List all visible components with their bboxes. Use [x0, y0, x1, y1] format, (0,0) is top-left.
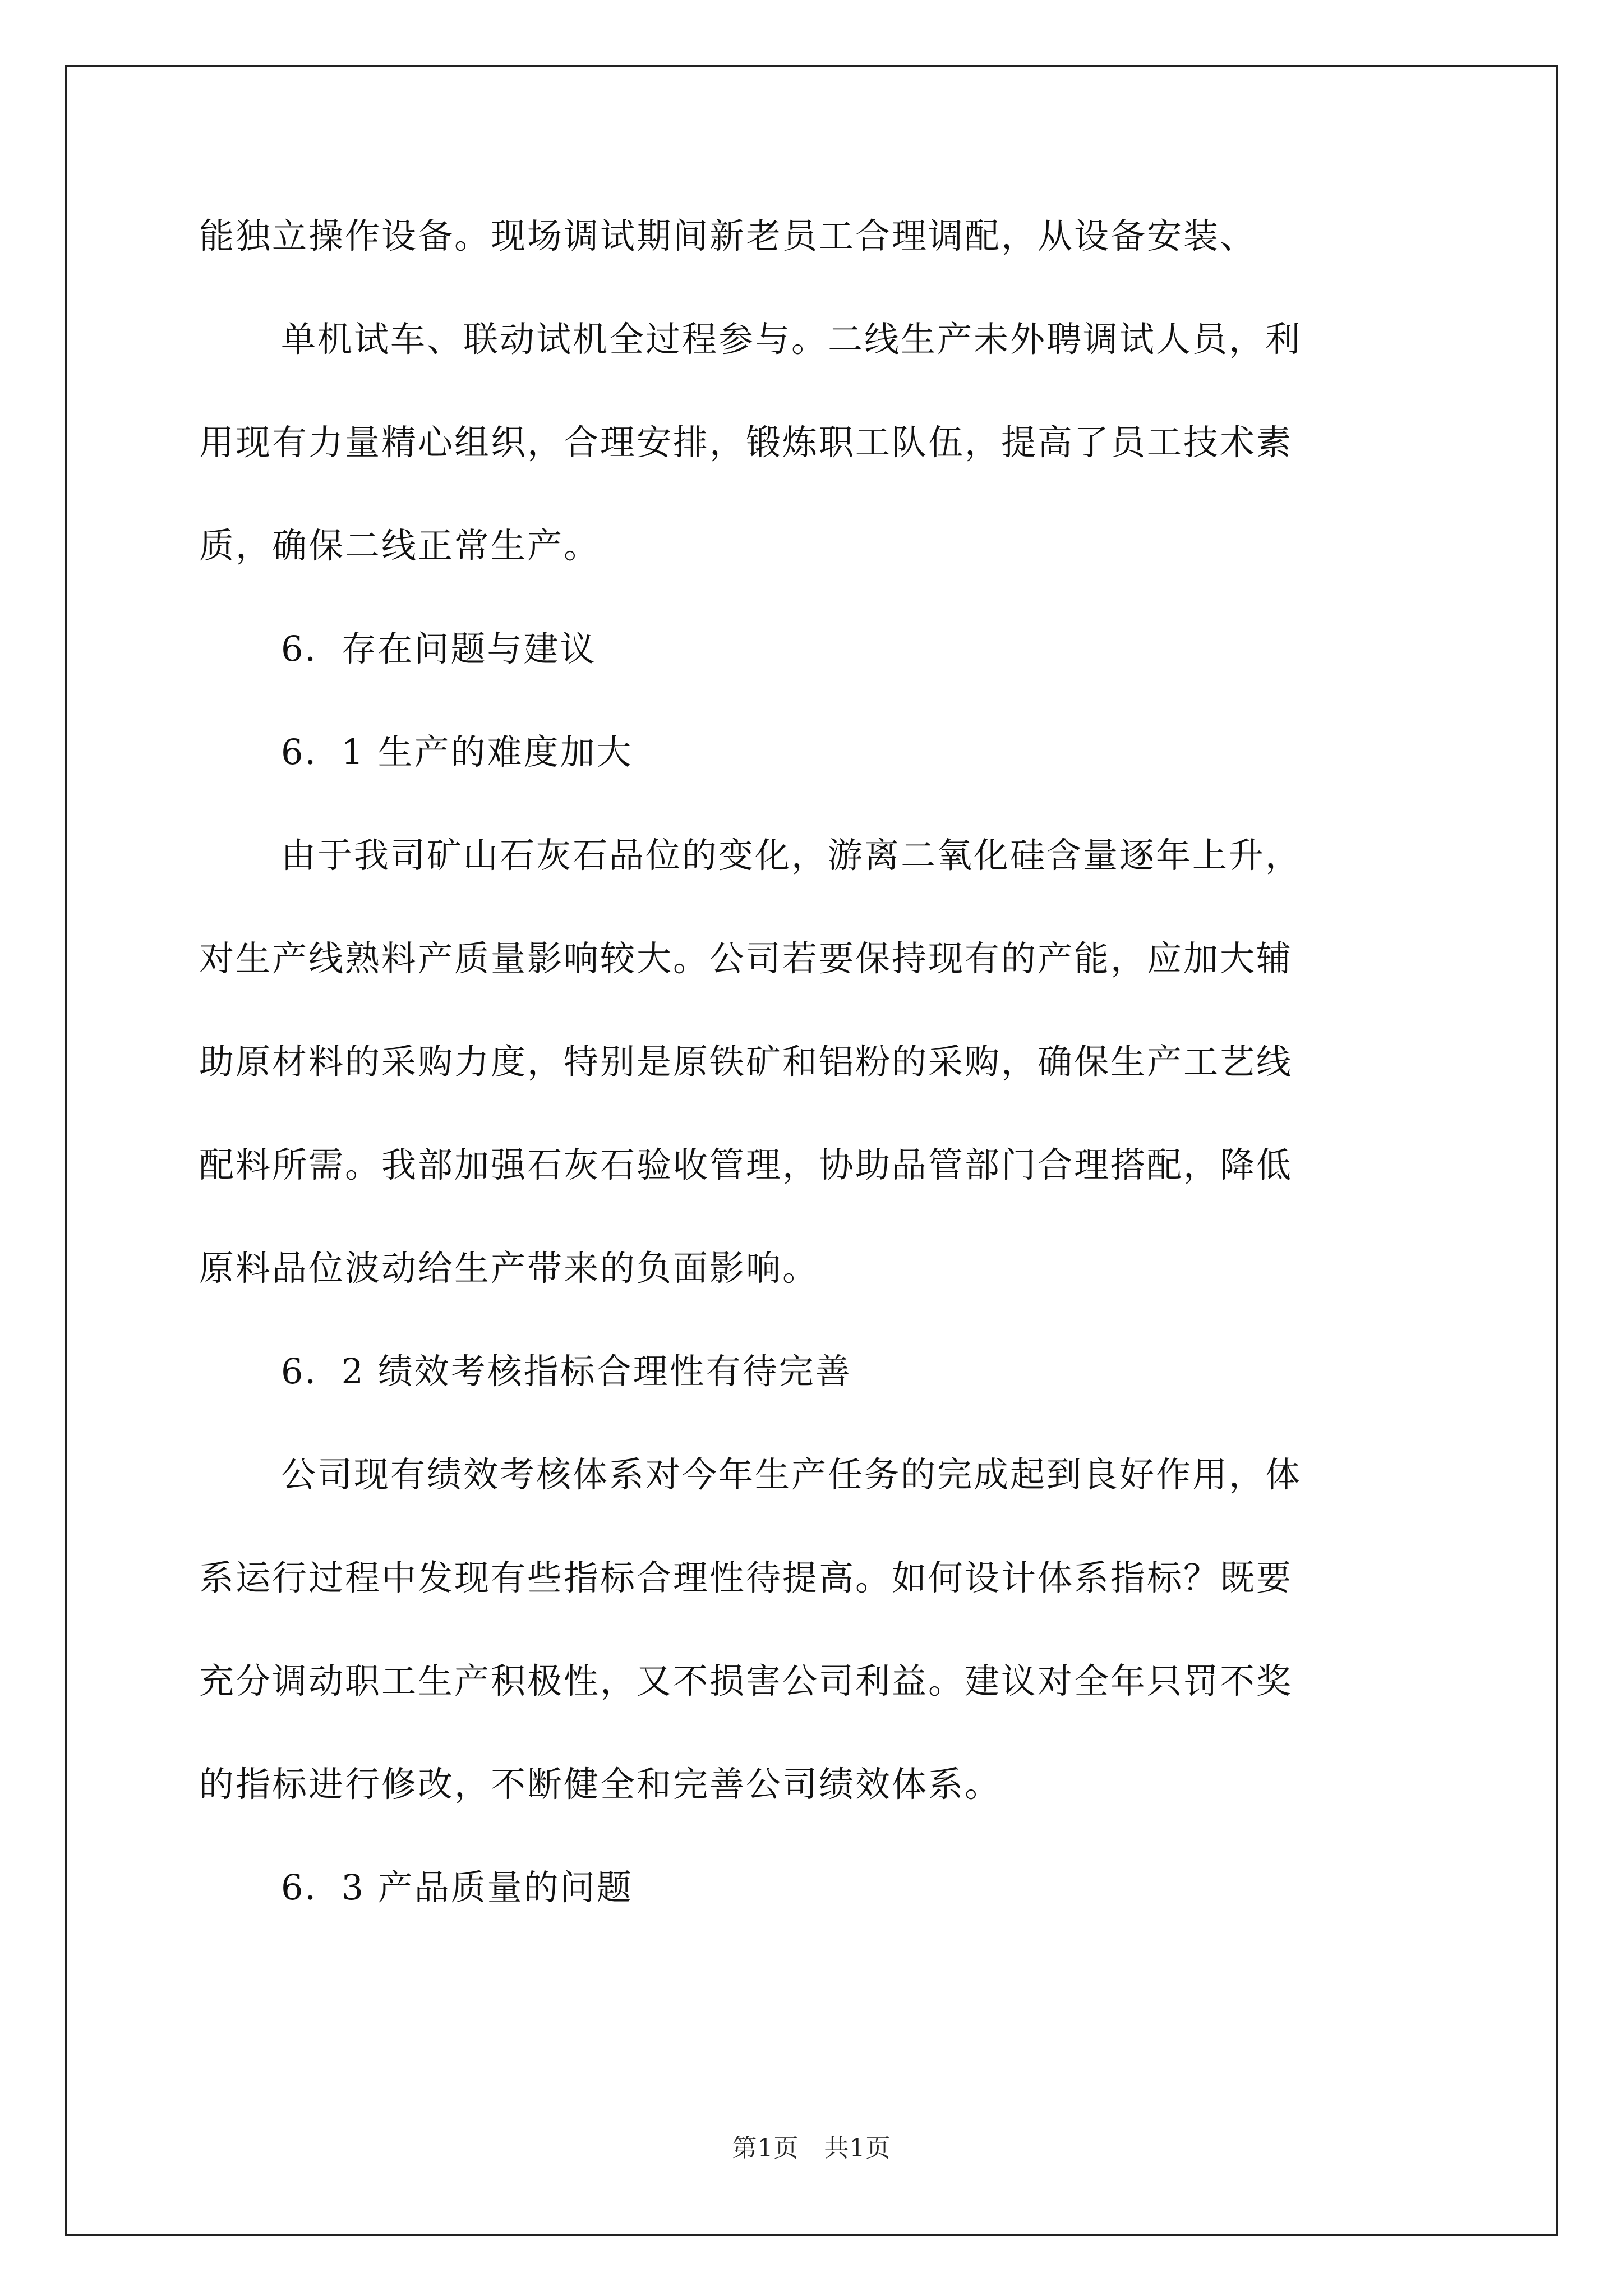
section-heading: 6．1 生产的难度加大 — [281, 731, 633, 772]
paragraph-line: 能独立操作设备。现场调试期间新老员工合理调配，从设备安装、 — [199, 215, 1257, 256]
paragraph-line: 助原材料的采购力度，特别是原铁矿和铝粉的采购，确保生产工艺线 — [199, 1041, 1293, 1082]
paragraph-line: 系运行过程中发现有些指标合理性待提高。如何设计体系指标？既要 — [199, 1557, 1293, 1598]
paragraph-line: 公司现有绩效考核体系对今年生产任务的完成起到良好作用，体 — [281, 1454, 1302, 1495]
paragraph-line: 对生产线熟料产质量影响较大。公司若要保持现有的产能，应加大辅 — [199, 938, 1293, 979]
paragraph-line: 的指标进行修改，不断健全和完善公司绩效体系。 — [199, 1764, 1002, 1805]
paragraph-line: 单机试车、联动试机全过程参与。二线生产未外聘调试人员，利 — [281, 319, 1302, 360]
paragraph-line: 原料品位波动给生产带来的负面影响。 — [199, 1248, 819, 1289]
paragraph-line: 由于我司矿山石灰石品位的变化，游离二氧化硅含量逐年上升， — [281, 835, 1302, 876]
paragraph-line: 质，确保二线正常生产。 — [199, 525, 601, 566]
paragraph-line: 充分调动职工生产积极性，又不损害公司利益。建议对全年只罚不奖 — [199, 1660, 1293, 1701]
page-number-footer: 第1页 共1页 — [732, 2134, 891, 2162]
section-heading: 6．存在问题与建议 — [281, 628, 597, 669]
section-heading: 6．3 产品质量的问题 — [281, 1867, 633, 1908]
paragraph-line: 用现有力量精心组织，合理安排，锻炼职工队伍，提高了员工技术素 — [199, 422, 1293, 463]
paragraph-line: 配料所需。我部加强石灰石验收管理，协助品管部门合理搭配，降低 — [199, 1144, 1293, 1185]
section-heading: 6．2 绩效考核指标合理性有待完善 — [281, 1351, 852, 1392]
